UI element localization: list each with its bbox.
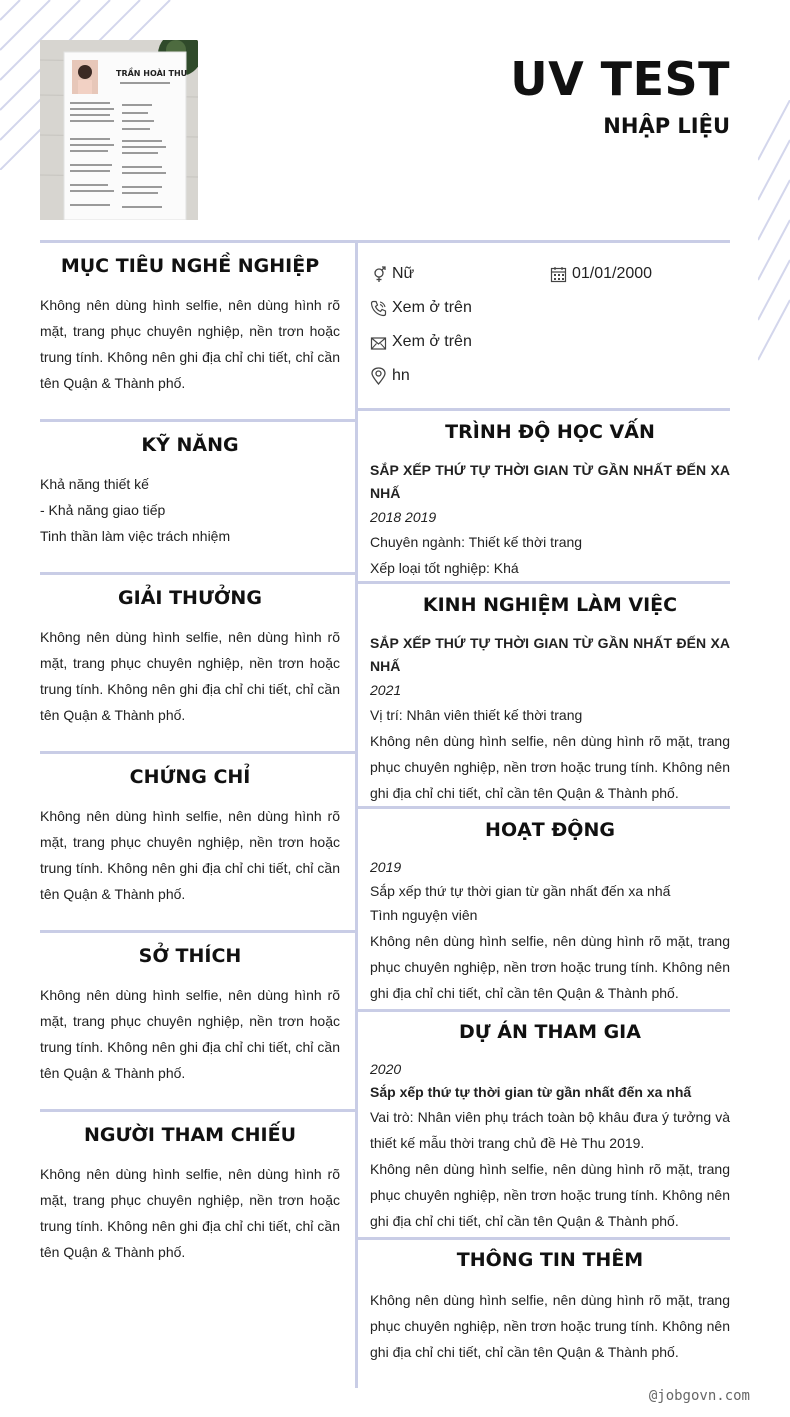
activities-description: Không nên dùng hình selfie, nên dùng hình rõ mặt, trang phục chuyên nghiệp, nền trơn hoặc trung tính. Không nên ghi địa chỉ chi tiết, chỉ cần tên Quận & Thành phố. — [370, 933, 730, 1001]
activities-title: HOẠT ĐỘNG — [485, 819, 615, 841]
hobbies-title: SỞ THÍCH — [138, 945, 242, 967]
divider — [40, 419, 357, 422]
column-divider — [355, 240, 358, 1388]
divider — [40, 240, 730, 243]
birthdate-value: 01/01/2000 — [572, 265, 653, 282]
objective-text: Không nên dùng hình selfie, nên dùng hình rõ mặt, trang phục chuyên nghiệp, nền trơn hoặc trung tính. Không nên ghi địa chỉ chi tiết, chỉ cần tên Quận & Thành phố. — [40, 297, 340, 391]
divider — [40, 751, 357, 754]
hobbies-text: Không nên dùng hình selfie, nên dùng hình rõ mặt, trang phục chuyên nghiệp, nền trơn hoặc trung tính. Không nên ghi địa chỉ chi tiết, chỉ cần tên Quận & Thành phố. — [40, 987, 340, 1081]
activities-period: 2019 — [370, 859, 402, 875]
divider — [357, 581, 730, 584]
phone-icon — [370, 300, 387, 317]
divider — [357, 806, 730, 809]
experience-title: KINH NGHIỆM LÀM VIỆC — [422, 594, 678, 616]
experience-position: Vị trí: Nhân viên thiết kế thời trang — [370, 707, 583, 723]
certificates-title: CHỨNG CHỈ — [129, 766, 251, 788]
phone-value: Xem ở trên — [392, 299, 472, 316]
skill-item: Tinh thần làm việc trách nhiệm — [40, 528, 231, 544]
contact-gender — [370, 265, 414, 283]
contact-birthdate — [550, 265, 652, 283]
activities-role: Tình nguyện viên — [370, 907, 478, 923]
contact-email — [370, 333, 472, 351]
education-section — [370, 421, 730, 581]
additional-section — [370, 1249, 730, 1365]
divider — [357, 408, 730, 411]
projects-role: Vai trò: Nhân viên phụ trách toàn bộ khâu đưa ý tưởng và thiết kế mẫu thời trang chủ đề Hè Thu 2019. — [370, 1109, 730, 1151]
experience-description: Không nên dùng hình selfie, nên dùng hình rõ mặt, trang phục chuyên nghiệp, nền trơn hoặc trung tính. Không nên ghi địa chỉ chi tiết, chỉ cần tên Quận & Thành phố. — [370, 733, 730, 801]
address-value: hn — [392, 367, 410, 384]
projects-title: DỰ ÁN THAM GIA — [459, 1021, 641, 1043]
certificates-section — [40, 766, 340, 907]
skills-section — [40, 434, 340, 549]
projects-description: Không nên dùng hình selfie, nên dùng hình rõ mặt, trang phục chuyên nghiệp, nền trơn hoặc trung tính. Không nên ghi địa chỉ chi tiết, chỉ cần tên Quận & Thành phố. — [370, 1161, 730, 1229]
skills-title: KỸ NĂNG — [141, 434, 239, 456]
awards-text: Không nên dùng hình selfie, nên dùng hình rõ mặt, trang phục chuyên nghiệp, nền trơn hoặc trung tính. Không nên ghi địa chỉ chi tiết, chỉ cần tên Quận & Thành phố. — [40, 629, 340, 723]
education-grade: Xếp loại tốt nghiệp: Khá — [370, 560, 519, 576]
contact-address — [370, 367, 410, 385]
objective-section — [40, 255, 340, 396]
education-school: SẮP XẾP THỨ TỰ THỜI GIAN TỪ GẦN NHẤT ĐẾN XA NHẤ — [370, 462, 730, 501]
hobbies-section — [40, 945, 340, 1086]
profile-photo — [40, 40, 198, 220]
education-title: TRÌNH ĐỘ HỌC VẤN — [445, 421, 655, 443]
contact-phone — [370, 299, 472, 317]
additional-text: Không nên dùng hình selfie, nên dùng hình rõ mặt, trang phục chuyên nghiệp, nền trơn hoặc trung tính. Không nên ghi địa chỉ chi tiết, chỉ cần tên Quận & Thành phố. — [370, 1292, 730, 1360]
references-title: NGƯỜI THAM CHIẾU — [83, 1124, 297, 1146]
divider — [357, 1009, 730, 1012]
job-title: NHẬP LIỆU — [603, 114, 730, 138]
watermark: @jobgovn.com — [648, 1388, 750, 1404]
email-value: Xem ở trên — [392, 333, 472, 350]
projects-period: 2020 — [370, 1061, 402, 1077]
divider — [357, 1237, 730, 1240]
skill-item: - Khả năng giao tiếp — [40, 502, 166, 518]
gender-icon — [370, 266, 387, 283]
references-section — [40, 1124, 340, 1265]
education-period: 2018 2019 — [370, 509, 437, 525]
activities-organization: Sắp xếp thứ tự thời gian từ gần nhất đến xa nhấ — [370, 883, 671, 899]
divider — [40, 1109, 357, 1112]
gender-value: Nữ — [392, 265, 415, 282]
calendar-icon — [550, 266, 567, 283]
divider — [40, 572, 357, 575]
projects-section — [370, 1021, 730, 1234]
decorative-stripes-right — [758, 100, 790, 370]
objective-title: MỤC TIÊU NGHỀ NGHIỆP — [60, 255, 320, 277]
envelope-icon — [370, 334, 387, 351]
experience-company: SẮP XẾP THỨ TỰ THỜI GIAN TỪ GẦN NHẤT ĐẾN XA NHẤ — [370, 635, 730, 674]
awards-section — [40, 587, 340, 728]
education-major: Chuyên ngành: Thiết kế thời trang — [370, 534, 583, 550]
certificates-text: Không nên dùng hình selfie, nên dùng hình rõ mặt, trang phục chuyên nghiệp, nền trơn hoặc trung tính. Không nên ghi địa chỉ chi tiết, chỉ cần tên Quận & Thành phố. — [40, 808, 340, 902]
experience-section — [370, 594, 730, 806]
awards-title: GIẢI THƯỞNG — [118, 587, 262, 609]
divider — [40, 930, 357, 933]
references-text: Không nên dùng hình selfie, nên dùng hình rõ mặt, trang phục chuyên nghiệp, nền trơn hoặc trung tính. Không nên ghi địa chỉ chi tiết, chỉ cần tên Quận & Thành phố. — [40, 1166, 340, 1260]
skill-item: Khả năng thiết kế — [40, 476, 149, 492]
additional-title: THÔNG TIN THÊM — [456, 1249, 644, 1271]
location-pin-icon — [370, 367, 387, 385]
candidate-name: UV TEST — [510, 52, 730, 106]
photo-card-name: TRẦN HOÀI THU — [116, 69, 188, 78]
experience-period: 2021 — [370, 682, 402, 698]
activities-section — [370, 819, 730, 1006]
projects-name: Sắp xếp thứ tự thời gian từ gần nhất đến xa nhấ — [370, 1084, 692, 1100]
